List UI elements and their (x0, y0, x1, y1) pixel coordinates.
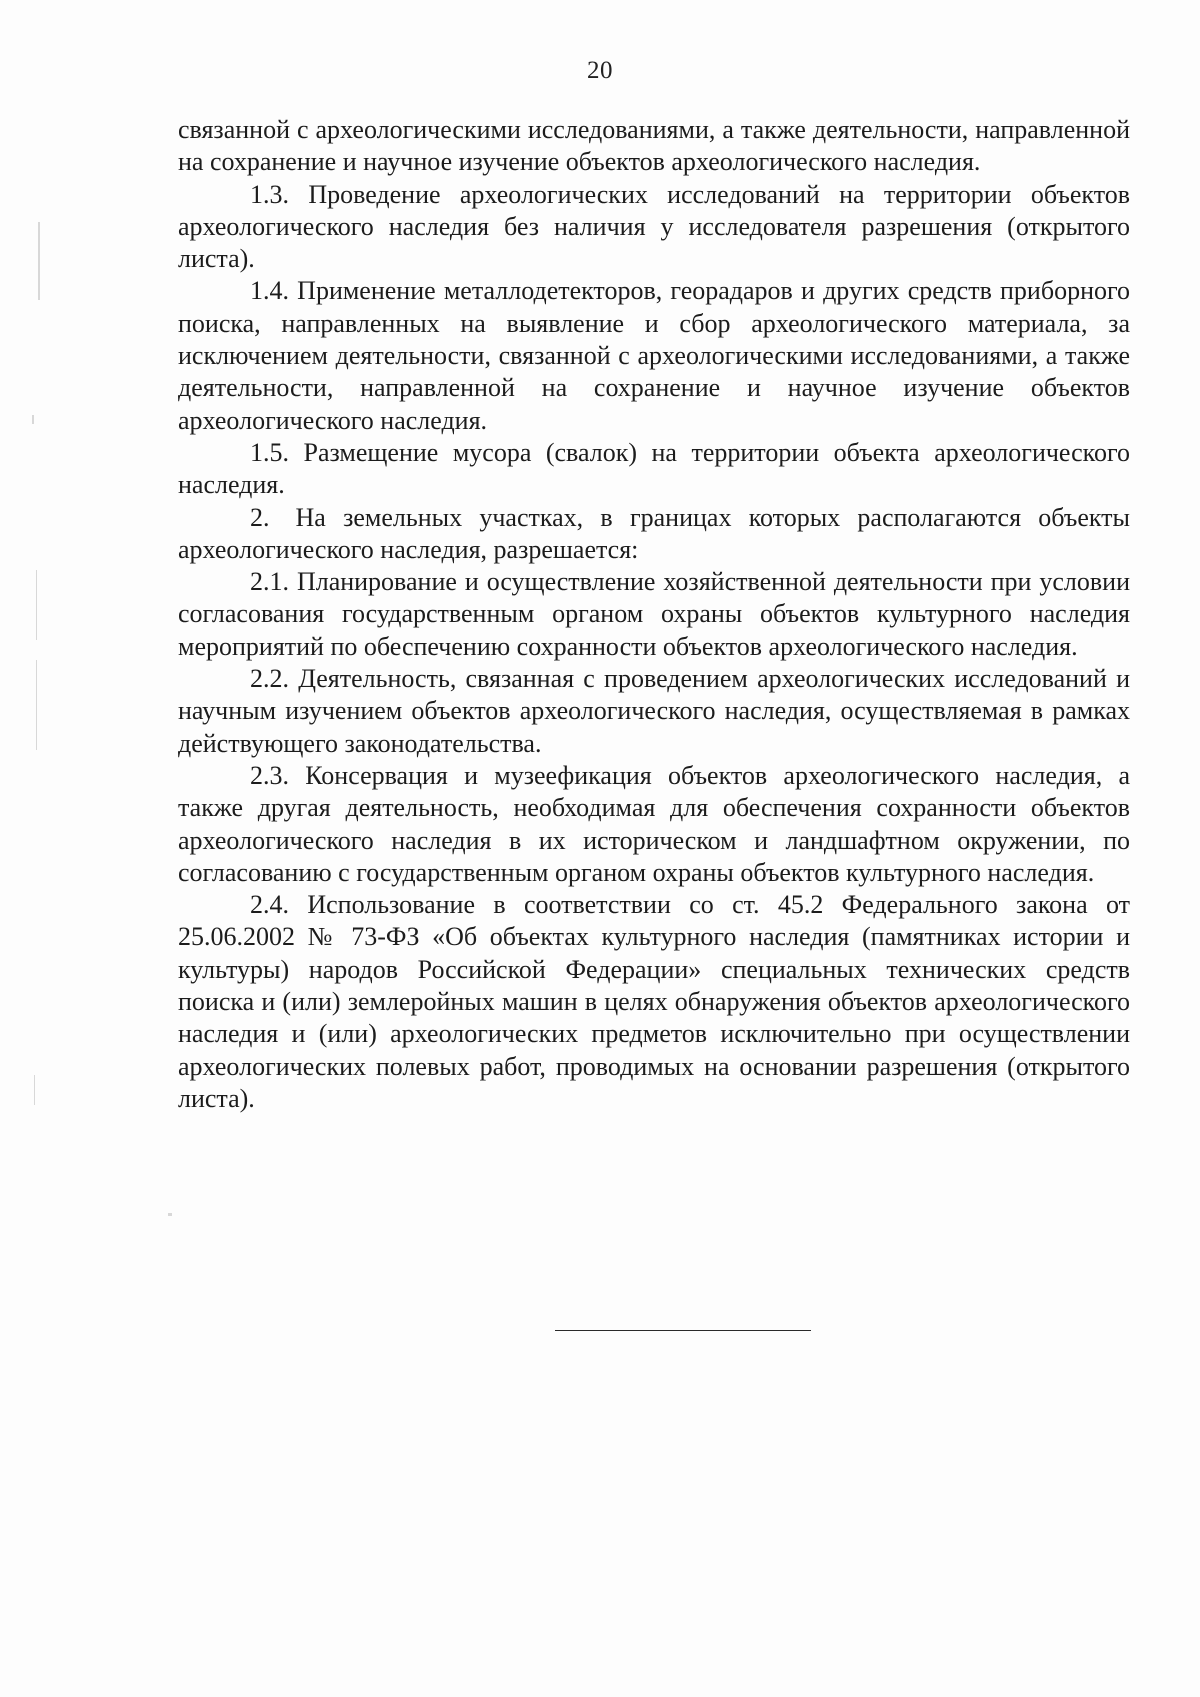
document-body (178, 114, 1130, 1115)
paragraph-item-2-3: 2.3. Консервация и музеефикация объектов археологического наследия, а также другая деятельность, необходимая для обеспечения сохранности объектов археологического наследия в их историческом и ландшафтном окружении, по согласованию с государственным органом охраны объектов культурного наследия. (178, 760, 1130, 887)
scan-speck (34, 1075, 35, 1105)
scan-speck (36, 660, 37, 750)
scan-speck (36, 570, 37, 640)
scan-speck (168, 1213, 172, 1216)
paragraph-item-2: 2. На земельных участках, в границах которых располагаются объекты археологического наследия, разрешается: (178, 502, 1130, 564)
paragraph-continuation: связанной с археологическими исследованиями, а также деятельности, направленной на сохранение и научное изучение объектов археологического наследия. (178, 115, 1130, 177)
scan-speck (32, 415, 34, 424)
paragraph-item-1-4: 1.4. Применение металлодетекторов, георадаров и других средств приборного поиска, направленных на выявление и сбор археологического материала, за исключением деятельности, связанной с археологическими исследованиями, а также деятельности, направленной на сохранение и научное изучение объектов археологического наследия. (178, 276, 1130, 435)
paragraph-item-1-3: 1.3. Проведение археологических исследований на территории объектов археологического наследия без наличия у исследователя разрешения (открытого листа). (178, 179, 1130, 274)
end-of-document-line (555, 1330, 811, 1331)
page-number: 20 (587, 57, 613, 84)
paragraph-item-2-2: 2.2. Деятельность, связанная с проведением археологических исследований и научным изучением объектов археологического наследия, осуществляемая в рамках действующего законодательства. (178, 664, 1130, 758)
scan-speck (38, 222, 40, 300)
paragraph-item-2-4: 2.4. Использование в соответствии со ст. 45.2 Федерального закона от 25.06.2002 № 73-ФЗ «Об объектах культурного наследия (памятниках истории и культуры) народов Российской Федерации» специальных технических средств поиска и (или) землеройных машин в целях обнаружения объектов археологического наследия и (или) археологических предметов исключительно при осуществлении археологических полевых работ, проводимых на основании разрешения (открытого листа). (178, 890, 1130, 1113)
paragraph-item-2-1: 2.1. Планирование и осуществление хозяйственной деятельности при условии согласования государственным органом охраны объектов культурного наследия мероприятий по обеспечению сохранности объектов археологического наследия. (178, 567, 1130, 661)
paragraph-item-1-5: 1.5. Размещение мусора (свалок) на территории объекта археологического наследия. (178, 437, 1130, 500)
